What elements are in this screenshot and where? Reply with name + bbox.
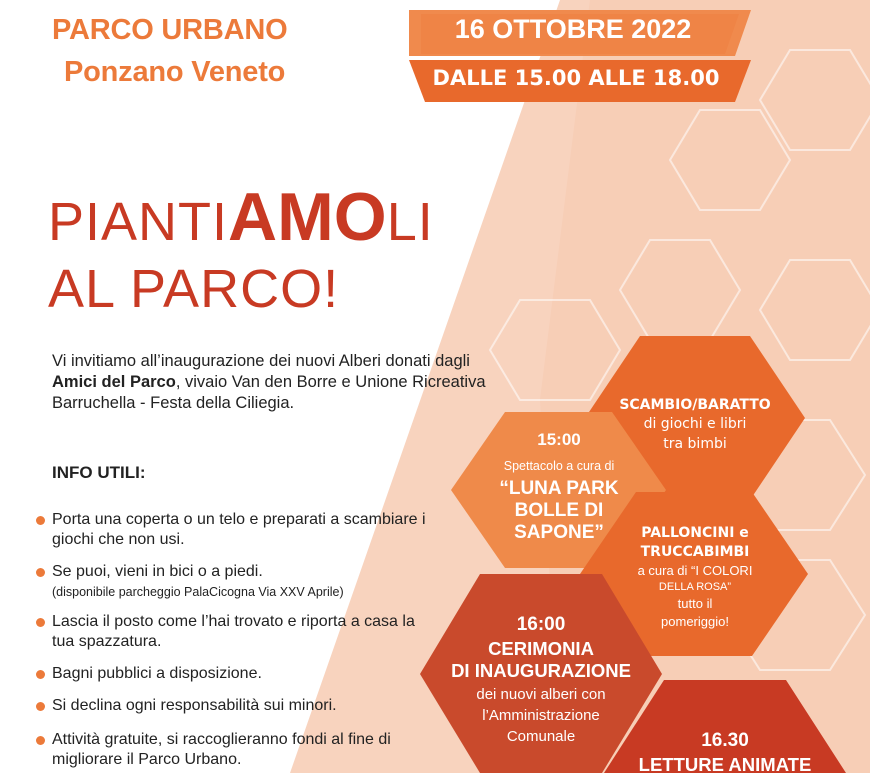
cerimonia-title1: CERIMONIA (488, 638, 594, 659)
info-item-text: Porta una coperta o un telo e preparati a scambiare i giochi che non usi. (52, 511, 426, 548)
event-time: DALLE 15.00 ALLE 18.00 (432, 66, 720, 90)
main-title-line2: AL PARCO! (48, 259, 340, 319)
cerimonia-title2: DI INAUGURAZIONE (451, 660, 631, 681)
scambio-title: SCAMBIO/BARATTO (619, 397, 771, 413)
letture-title: LETTURE ANIMATE (638, 754, 812, 775)
palloncini-line3: tutto il (677, 596, 713, 611)
cerimonia-time: 16:00 (516, 614, 566, 635)
cerimonia-line1: dei nuovi alberi con (476, 686, 606, 703)
cerimonia-line3: Comunale (506, 728, 576, 745)
info-item-text: Lascia il posto come l’hai trovato e riporta a casa la tua spazzatura. (52, 613, 415, 650)
hex-letture-content (618, 730, 832, 776)
luna-line1: “LUNA PARK (499, 478, 619, 499)
scambio-line1: di giochi e libri (643, 416, 747, 432)
intro-text-after: , vivaio Van den Borre e Unione Ricreativa Barruchella - Festa della Ciliegia. (52, 373, 486, 412)
title-part1: PIANTI (48, 192, 229, 252)
luna-time: 15:00 (537, 430, 581, 449)
info-heading: INFO UTILI: (52, 463, 146, 482)
palloncini-title2: TRUCCABIMBI (640, 544, 750, 560)
info-item-text: Se puoi, vieni in bici o a piedi. (52, 563, 263, 580)
title-part3: LI (386, 192, 434, 252)
info-item-text: Si declina ogni responsabilità sui minori. (52, 697, 337, 714)
luna-line2: BOLLE DI (514, 500, 604, 521)
luna-sub: Spettacolo a cura di (503, 459, 615, 473)
palloncini-title1: PALLONCINI e (641, 525, 749, 541)
cerimonia-line2: l’Amministrazione (482, 707, 600, 724)
info-item-text: Bagni pubblici a disposizione. (52, 665, 262, 682)
intro-bold: Amici del Parco (52, 373, 176, 391)
organizer-location: Ponzano Veneto (64, 56, 286, 88)
palloncini-line4: pomeriggio! (661, 614, 729, 629)
palloncini-line1: a cura di “I COLORI (637, 563, 753, 578)
palloncini-line2: DELLA ROSA” (658, 581, 732, 593)
scambio-line2: tra bimbi (663, 436, 727, 452)
event-date: 16 OTTOBRE 2022 (454, 14, 692, 44)
title-part2: AMO (228, 179, 387, 255)
organizer-name: PARCO URBANO (52, 14, 288, 46)
intro-text-before: Vi invitiamo all’inaugurazione dei nuovi Alberi donati dagli (52, 352, 470, 370)
info-item-text: Attività gratuite, si raccoglieranno fondi al fine di migliorare il Parco Urbano. (52, 731, 391, 768)
hex-cerimonia-content (424, 614, 658, 747)
info-item-note: (disponibile parcheggio PalaCicogna Via XXV Aprile) (52, 585, 344, 599)
letture-time: 16.30 (701, 730, 749, 751)
luna-line3: SAPONE” (514, 522, 604, 543)
